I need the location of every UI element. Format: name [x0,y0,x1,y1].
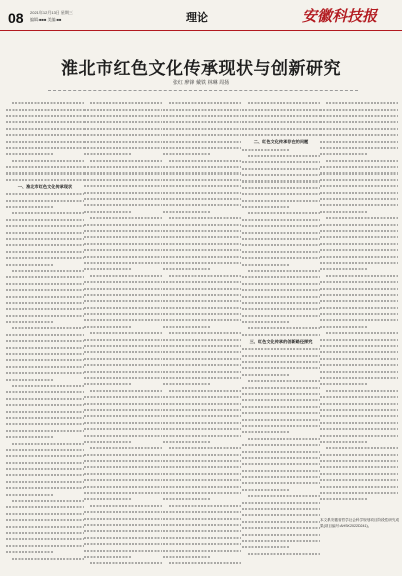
date-line: 2021年12月13日 星期三 [30,10,73,15]
text-line [248,551,320,557]
text-line [242,332,320,338]
editor-line: 编辑:■■■ 美编:■■ [30,17,62,22]
text-line [242,132,320,138]
byline-divider [48,90,358,91]
text-line [12,555,84,561]
text-line [6,177,84,183]
article-footnote: 本文系安徽省哲学社会科学规划项目阶段性研究成果(项目编号:AHSK2022D241)。 [320,518,400,528]
text-line [320,496,367,502]
text-column-2 [84,100,162,570]
text-line [169,560,241,566]
article-body [0,100,402,576]
newspaper-logo: 安徽科技报 [302,7,378,25]
article-byline: 张红 廖锋 戴铁 林琳 周扬 [172,80,230,86]
masthead-rule [0,30,402,31]
subhead: 二、红色文化传承存在的问题 [253,139,309,145]
text-column-3 [163,100,241,570]
page-number: 08 [8,10,24,26]
section-title: 理论 [186,11,208,24]
text-line [90,560,162,566]
subhead: 一、淮北市红色文化传承现状 [17,184,73,190]
text-column-1 [6,100,84,570]
date-meta [30,9,73,23]
text-column-4 [242,100,320,570]
subhead: 三、红色文化传承的创新路径探究 [249,339,313,345]
article-headline: 淮北市红色文化传承现状与创新研究 [61,59,341,79]
masthead [0,0,402,40]
text-column-5 [320,100,398,510]
